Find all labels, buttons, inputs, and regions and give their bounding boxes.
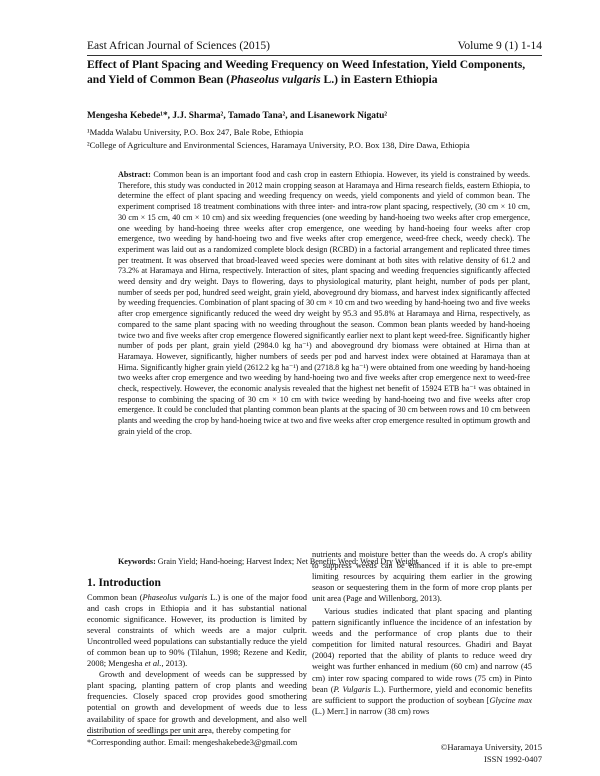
right-column [312, 549, 532, 717]
abstract-label: Abstract: [118, 170, 151, 179]
affiliation-2: ²College of Agriculture and Environmental Sciences, Haramaya University, P.O. Box 138, Dire Dawa, Ethiopia [87, 140, 470, 150]
intro-paragraph-4: Various studies indicated that plant spacing and planting pattern significantly influence the incidence of an infestation by weeds and the performance of crop plants due to their competition for limited natural resources. Ghadiri and Bayat (2004) reported that the ability of plants to reduce weed dry weight was further enhanced in medium (60 cm) and narrow (45 cm) inter row spacing compared to wide rows (75 cm) in Pinto bean (P. Vulgaris L.). Furthermore, yield and economic benefits are sufficient to support the production of soybean [Glycine max (L.) Merr.] in narrow (38 cm) rows [312, 607, 532, 716]
section-heading: 1. Introduction [87, 577, 161, 589]
running-header [87, 40, 542, 52]
title-species: Phaseolus vulgaris [230, 73, 321, 86]
issn: ISSN 1992-0407 [483, 754, 542, 764]
author-list: Mengesha Kebede¹*, J.J. Sharma², Tamado Tana², and Lisanework Nigatu² [87, 111, 388, 121]
header-rule [87, 55, 542, 56]
corresponding-author-footnote: *Corresponding author. Email: mengeshakebede3@gmail.com [87, 738, 298, 747]
journal-name: East African Journal of Sciences (2015) [87, 40, 270, 52]
keywords-text: Grain Yield; Hand-hoeing; Harvest Index; Net Benefit; Weed; Weed Dry Weight [155, 557, 419, 566]
intro-paragraph-2: Growth and development of weeds can be suppressed by plant spacing, planting pattern of crop plants and weeding frequencies. Closely spaced crop provides good smothering potential on growth and development of weeds due to less availability of space for growth and development, and also well distribution of seedlings per unit area, thereby competing for [87, 670, 307, 735]
copyright: ©Haramaya University, 2015 [440, 742, 542, 752]
footnote-rule [87, 735, 207, 736]
abstract [118, 170, 530, 438]
volume-info: Volume 9 (1) 1-14 [457, 40, 542, 52]
keywords-label: Keywords: [118, 557, 156, 566]
intro-paragraph-1: Common bean (Phaseolus vulgaris L.) is one of the major food and cash crops in Ethiopia and it has substantial national economic significance. However, its production is limited by several constraints of which weeds are a major culprit. Uncontrolled weed populations can substantially reduce the yield of common bean up to 90% (Tilahun, 1998; Rezene and Kedir, 2008; Mengesha et al., 2013). [87, 593, 308, 669]
abstract-text: Common bean is an important food and cash crop in eastern Ethiopia. However, its yield is constrained by weeds. Therefore, this study was conducted in 2012 main cropping season at Haramaya and Hirna research fields, eastern Ethiopia, to determine the effect of plant spacing and weeding frequency on weeds, yield components and yield of common bean. The experiment comprised 18 treatment combinations with three inter- and intra-row plant spacing, respectively, (30 cm × 10 cm, 30 cm × 15 cm, 40 cm × 10 cm) and six weeding frequencies (one weeding by hand-hoeing two weeks after crop emergence, one weeding by hand-hoeing three weeks after crop emergence, one weeding by hand-hoeing four weeks after crop emergence, two weeding by hand-hoeing two and five weeks after crop emergence, weed-free check, weedy check). The experiment was laid out as a randomized complete block design (RCBD) in a factorial arrangement and replicated three times per treatment. It was observed that broad-leaved weed species were dominant at both sites with relative density of 61.2 and 73.2% at Haramaya and Hirna, respectively. Interaction of sites, plant spacing and weeding frequencies significantly affected weed density and dry weight. Days to flowering, days to physiological maturity, plant height, number of pods per plant, number of seeds per pod, hundred seed weight, grain yield, aboveground dry biomass, and harvest index significantly affected by weeding frequencies. Combination of plant spacing of 30 cm × 10 cm and two weeding by hand-hoeing two and five weeks after crop emergence significantly reduced the weed dry weight by 95.3 and 95.8% at Haramaya and Hirna, respectively, as compared to the same plant spacing with no weeding throughout the season. Common bean plants weeded by hand-hoeing twice two and five weeks after crop emergence flowered significantly earlier next to plant kept weed-free. Significantly higher number of pods per plant, grain yield (2984.0 kg ha⁻¹) and aboveground dry biomass were obtained at Hirna than at Haramaya. However, significantly, higher numbers of seeds per pod and harvest index were obtained at Haramaya than at Hirna. Significantly higher grain yield (2612.2 kg ha⁻¹) and (2718.8 kg ha⁻¹) were obtained from one weeding by hand-hoeing two weeks after crop emergence and two weeding by hand-hoeing two and five weeks after crop emergence next to weed-free check, respectively. However, the economic analysis revealed that the highest net benefit of 15924 ETB ha⁻¹ was obtained in response to combining the spacing of 30 cm × 10 cm with twice weeding by hand-hoeing two and five weeks after crop emergence. It could be concluded that planting common bean plants at the spacing of 30 cm between rows and 10 cm between plants and weeding the crop by hand-hoeing twice at two and five weeks after crop emergence resulted in optimum growth and grain yield of the crop. [118, 170, 530, 436]
left-column [87, 592, 307, 736]
intro-paragraph-3: nutrients and moisture better than the weeds do. A crop's ability to suppress weeds can be enhanced if it is able to pre-empt limiting resources by acquiring them earlier in the growing season or sequestering them in the form of more crop plants per unit area (Page and Willenborg, 2013). [312, 550, 532, 604]
affiliation-1: ¹Madda Walabu University, P.O. Box 247, Bale Robe, Ethiopia [87, 127, 304, 137]
paper-title: Effect of Plant Spacing and Weeding Frequency on Weed Infestation, Yield Components, and Yield of Common Bean (Phaseolus vulgaris L.) in Eastern Ethiopia [87, 58, 526, 86]
